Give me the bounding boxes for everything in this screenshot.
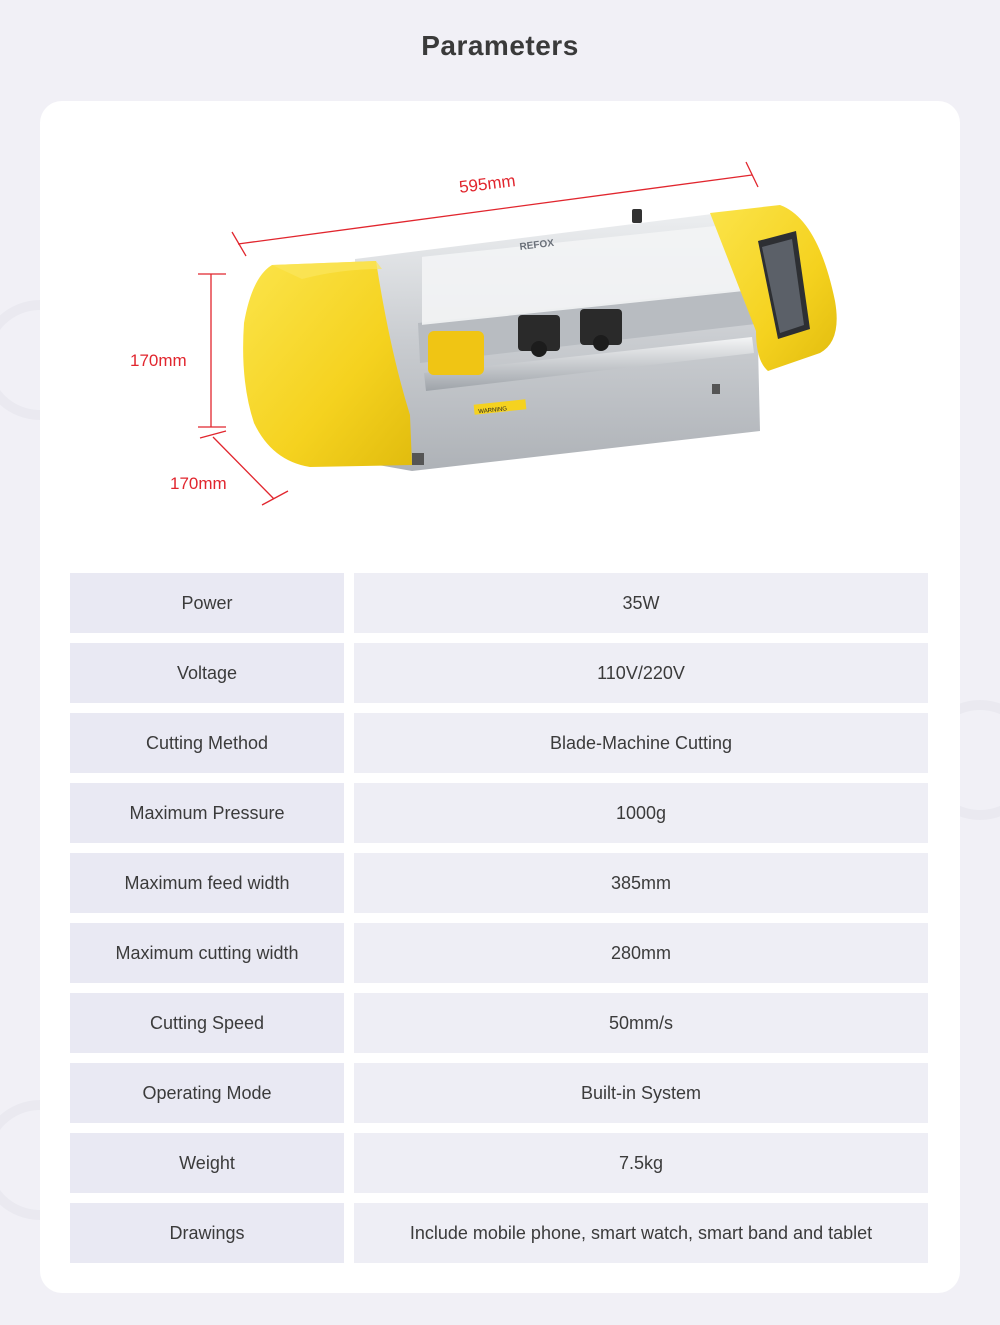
- table-row: [70, 853, 928, 913]
- spec-label: Voltage: [70, 643, 344, 703]
- spec-value: 110V/220V: [354, 643, 928, 703]
- product-figure: [40, 101, 960, 541]
- table-row: [70, 713, 928, 773]
- spec-value: 1000g: [354, 783, 928, 843]
- table-row: [70, 783, 928, 843]
- table-row: [70, 1133, 928, 1193]
- specs-table: [70, 563, 928, 1273]
- table-row: [70, 1203, 928, 1263]
- table-row: [70, 923, 928, 983]
- spec-value: 35W: [354, 573, 928, 633]
- spec-label: Operating Mode: [70, 1063, 344, 1123]
- table-row: [70, 993, 928, 1053]
- spec-value: 385mm: [354, 853, 928, 913]
- page-title: Parameters: [421, 30, 579, 61]
- table-row: [70, 573, 928, 633]
- spec-label: Maximum cutting width: [70, 923, 344, 983]
- brand-label: REFOX: [519, 237, 555, 253]
- spec-value: 7.5kg: [354, 1133, 928, 1193]
- height-dimension-label: 170mm: [130, 351, 187, 370]
- spec-label: Cutting Method: [70, 713, 344, 773]
- spec-value: Built-in System: [354, 1063, 928, 1123]
- spec-label: Weight: [70, 1133, 344, 1193]
- parameters-card: [40, 101, 960, 1293]
- dimension-line-height: [198, 274, 226, 427]
- spec-label: Maximum feed width: [70, 853, 344, 913]
- spec-value: Blade-Machine Cutting: [354, 713, 928, 773]
- spec-label: Drawings: [70, 1203, 344, 1263]
- spec-label: Cutting Speed: [70, 993, 344, 1053]
- table-row: [70, 643, 928, 703]
- spec-label: Power: [70, 573, 344, 633]
- spec-value: 50mm/s: [354, 993, 928, 1053]
- depth-dimension-label: 170mm: [170, 474, 227, 493]
- table-row: [70, 1063, 928, 1123]
- warning-sticker: WARNING: [478, 406, 508, 416]
- length-dimension-label: 595mm: [458, 171, 517, 197]
- spec-value: Include mobile phone, smart watch, smart band and tablet: [354, 1203, 928, 1263]
- spec-label: Maximum Pressure: [70, 783, 344, 843]
- spec-value: 280mm: [354, 923, 928, 983]
